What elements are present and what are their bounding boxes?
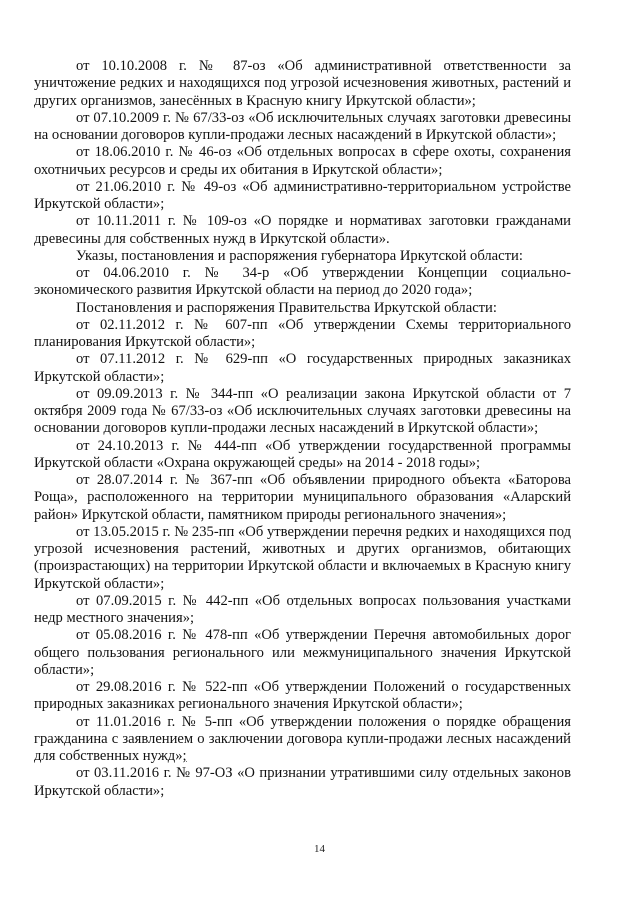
decree-item-34-r: от 04.06.2010 г. № 34-р «Об утверждении Концепции социально-экономического развития Иркутской области на период до 2020 года»;: [34, 265, 571, 299]
underlined-semicolon: ;: [182, 748, 187, 764]
resolution-item-367-pp: от 28.07.2014 г. № 367-пп «Об объявлении природного объекта «Баторова Роща», расположенного на территории муниципального образования «Аларский район» Иркутской области, памятником природы регионального значения»;: [34, 472, 571, 523]
section-heading-government-resolutions: Постановления и распоряжения Правительства Иркутской области:: [76, 299, 497, 316]
resolution-item-478-pp: от 05.08.2016 г. № 478-пп «Об утверждении Перечня автомобильных дорог общего пользования регионального или межмуниципального значения Иркутской области»;: [34, 627, 571, 678]
resolution-item-522-pp: от 29.08.2016 г. № 522-пп «Об утверждении Положений о государственных природных заказниках регионального значения Иркутской области»;: [34, 679, 571, 713]
resolution-item-444-pp: от 24.10.2013 г. № 444-пп «Об утверждении государственной программы Иркутской области «Охрана окружающей среды» на 2014 - 2018 годы»;: [34, 437, 571, 471]
law-item-97-oz: от 03.11.2016 г. № 97-ОЗ «О признании утратившими силу отдельных законов Иркутской области»;: [34, 765, 571, 799]
law-item-87-oz: от 10.10.2008 г. № 87-оз «Об административной ответственности за уничтожение редких и находящихся под угрозой исчезновения животных, растений и других организмов, занесённых в Красную книгу Иркутской области»;: [34, 58, 571, 109]
law-item-46-oz: от 18.06.2010 г. № 46-оз «Об отдельных вопросах в сфере охоты, сохранения охотничьих ресурсов и среды их обитания в Иркутской области»;: [34, 144, 571, 178]
law-item-67-33-oz: от 07.10.2009 г. № 67/33-оз «Об исключительных случаях заготовки древесины на основании договоров купли-продажи лесных насаждений в Иркутской области»;: [34, 109, 571, 143]
resolution-item-235-pp: от 13.05.2015 г. № 235-пп «Об утверждении перечня редких и находящихся под угрозой исчезновения растений, животных и других организмов, обитающих (произрастающих) на территории Иркутской области и включаемых в Красную книгу Иркутской области»;: [34, 523, 571, 592]
resolution-item-629-pp: от 07.11.2012 г. № 629-пп «О государственных природных заказниках Иркутской области»;: [34, 351, 571, 385]
law-item-49-oz: от 21.06.2010 г. № 49-оз «Об административно-территориальном устройстве Иркутской области»;: [34, 178, 571, 212]
document-body: [34, 58, 571, 800]
law-item-109-oz: от 10.11.2011 г. № 109-оз «О порядке и нормативах заготовки гражданами древесины для собственных нужд в Иркутской области».: [34, 213, 571, 247]
resolution-item-442-pp: от 07.09.2015 г. № 442-пп «Об отдельных вопросах пользования участками недр местного значения»;: [34, 592, 571, 626]
page-number: 14: [314, 843, 325, 855]
resolution-item-607-pp: от 02.11.2012 г. № 607-пп «Об утверждении Схемы территориального планирования Иркутской области»;: [34, 316, 571, 350]
section-heading-governor-decrees: Указы, постановления и распоряжения губернатора Иркутской области:: [76, 247, 523, 264]
resolution-item-344-pp: от 09.09.2013 г. № 344-пп «О реализации закона Иркутской области от 7 октября 2009 года № 67/33-оз «Об исключительных случаях заготовки древесины на основании договоров купли-продажи лесных насаждений в Иркутской области»;: [34, 385, 571, 437]
resolution-item-5-pp: [34, 714, 571, 766]
resolution-item-5-pp-text: от 11.01.2016 г. № 5-пп «Об утверждении положения о порядке обращения гражданина с заявлением о заключении договора купли-продажи лесных насаждений для собственных нужд»: [34, 713, 571, 764]
